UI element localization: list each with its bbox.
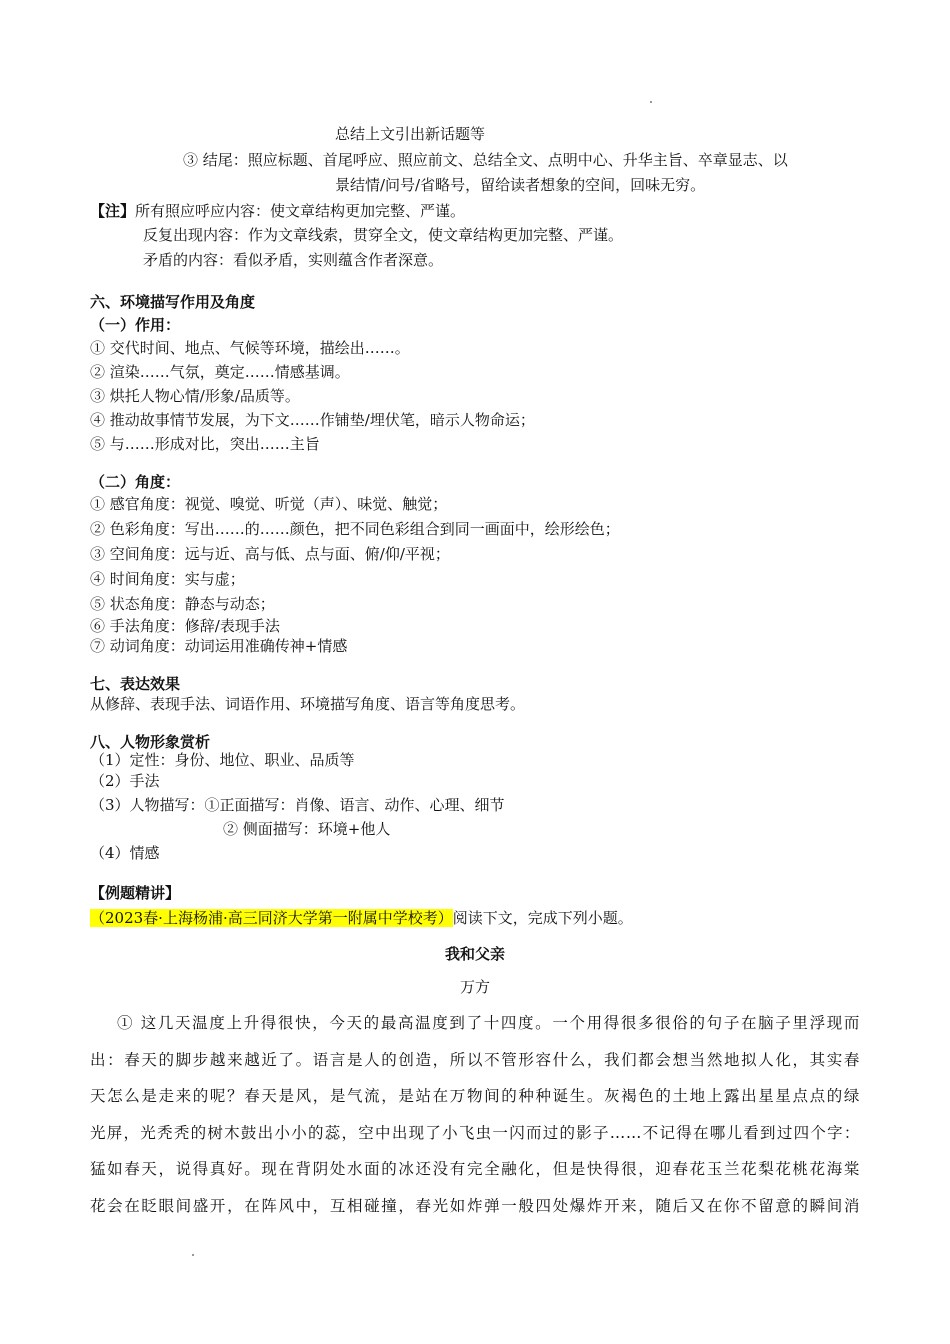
example-source-line xyxy=(90,908,633,928)
section7-text: 从修辞、表现手法、词语作用、环境描写角度、语言等角度思考。 xyxy=(90,695,526,713)
angle-item-7: ⑦ 动词角度：动词运用准确传神+情感 xyxy=(90,637,348,655)
character-item-3: （3）人物描写：①正面描写：肖像、语言、动作、心理、细节 xyxy=(90,796,505,814)
section6-heading: 六、环境描写作用及角度 xyxy=(90,293,256,311)
angle-item-3: ③ 空间角度：远与近、高与低、点与面、俯/仰/平视； xyxy=(90,545,450,563)
angle-item-4: ④ 时间角度：实与虚； xyxy=(90,570,245,588)
article-line-5: 猛如春天，说得真好。现在背阴处水面的冰还没有完全融化，但是快得很，迎春花玉兰花梨花桃花海棠 xyxy=(90,1160,860,1178)
page-speck-bottom xyxy=(192,1254,194,1256)
article-line-6: 花会在眨眼间盛开，在阵风中，互相碰撞，春光如炸弹一般四处爆炸开来，随后又在你不留意的瞬间消 xyxy=(90,1196,860,1215)
character-item-2: （2）手法 xyxy=(90,772,160,790)
angle-item-5: ⑤ 状态角度：静态与动态； xyxy=(90,595,275,613)
ending-line: ③ 结尾：照应标题、首尾呼应、照应前文、总结全文、点明中心、升华主旨、卒章显志、以 xyxy=(183,151,788,169)
character-item-4: （4）情感 xyxy=(90,844,160,862)
exam-source-highlight: （2023春·上海杨浦·高三同济大学第一附属中学校考） xyxy=(90,909,453,927)
note-line-3: 矛盾的内容：看似矛盾，实则蕴含作者深意。 xyxy=(143,251,444,269)
page-speck-top xyxy=(650,101,652,103)
note-text-1: 所有照应呼应内容：使文章结构更加完整、严谨。 xyxy=(135,202,466,220)
section8-heading: 八、人物形象赏析 xyxy=(90,733,211,751)
section6-angle-heading: （二）角度： xyxy=(90,473,181,491)
note-line-1 xyxy=(90,201,465,221)
character-item-1: （1）定性：身份、地位、职业、品质等 xyxy=(90,751,355,769)
angle-item-2: ② 色彩角度：写出……的……颜色，把不同色彩组合到同一画面中，绘形绘色； xyxy=(90,520,620,538)
function-item-5: ⑤ 与……形成对比，突出……主旨 xyxy=(90,435,320,453)
article-line-3: 天怎么是走来的呢？春天是风，是气流，是站在万物间的种种诞生。灰褐色的土地上露出星星点点的绿 xyxy=(90,1087,860,1105)
function-item-4: ④ 推动故事情节发展，为下文……作铺垫/埋伏笔，暗示人物命运； xyxy=(90,411,535,429)
function-item-1: ① 交代时间、地点、气候等环境，描绘出……。 xyxy=(90,339,410,357)
example-label: 【例题精讲】 xyxy=(90,884,181,902)
note-label: 【注】 xyxy=(90,202,136,220)
function-item-2: ② 渲染……气氛，奠定……情感基调。 xyxy=(90,363,350,381)
article-author: 万方 xyxy=(459,978,490,996)
article-line-2: 出：春天的脚步越来越近了。语言是人的创造，所以不管形容什么，我们都会想当然地拟人化，其实春 xyxy=(90,1050,860,1069)
ending-line-continued: 景结情/问号/省略号，留给读者想象的空间，回味无穷。 xyxy=(335,176,706,194)
article-line-1: ① 这几天温度上升得很快，今天的最高温度到了十四度。一个用得很多很俗的句子在脑子里浮现而 xyxy=(117,1014,860,1032)
summary-line: 总结上文引出新话题等 xyxy=(335,125,486,143)
article-line-4: 光屏，光秃秃的树木鼓出小小的蕊，空中出现了小飞虫一闪而过的影子……不记得在哪儿看到过四个字： xyxy=(90,1123,860,1142)
article-paragraph-1 xyxy=(90,1005,860,1224)
angle-item-6: ⑥ 手法角度：修辞/表现手法 xyxy=(90,617,280,635)
example-instruction: 阅读下文，完成下列小题。 xyxy=(452,909,633,927)
character-item-3-side: ② 侧面描写：环境+他人 xyxy=(223,820,391,838)
function-item-3: ③ 烘托人物心情/形象/品质等。 xyxy=(90,387,300,405)
section7-heading: 七、表达效果 xyxy=(90,675,181,693)
angle-item-1: ① 感官角度：视觉、嗅觉、听觉（声）、味觉、触觉； xyxy=(90,495,448,513)
article-title: 我和父亲 xyxy=(444,945,505,963)
note-line-2: 反复出现内容：作为文章线索，贯穿全文，使文章结构更加完整、严谨。 xyxy=(143,226,624,244)
section6-function-heading: （一）作用： xyxy=(90,316,181,334)
